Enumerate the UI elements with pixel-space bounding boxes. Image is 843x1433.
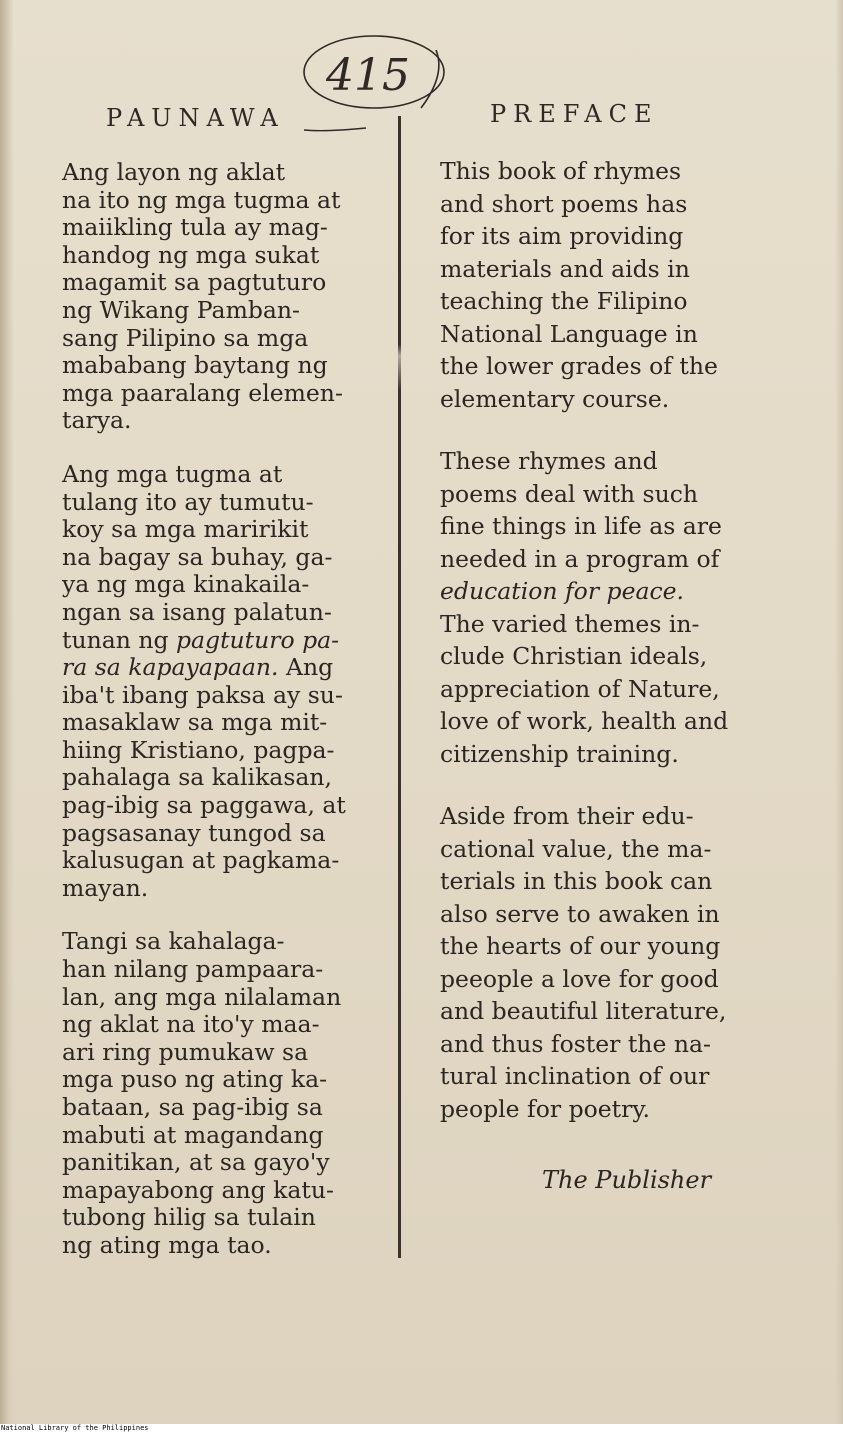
tagalog-column — [62, 104, 380, 1286]
paunawa-paragraph-3: Tangi sa kahalaga- han nilang pampaara- lan, ang mga nilalaman ng aklat na ito'y maa- ari ring pumukaw sa mga puso ng ating ka- bataan, sa pag-ibig sa mabuti at magandang panitikan, at sa gayo'y mapayabong ang katu- tubong hilig sa tulain ng ating mga tao. — [62, 927, 342, 1259]
paunawa-paragraph-2-text-a: Ang mga tugma at tulang ito ay tumutu- koy sa mga maririkit na bagay sa buhay, ga- ya ng mga kinakaila- ngan sa isang palatun- tunan ng — [62, 459, 333, 654]
preface-paragraph-2-text-a: These rhymes and poems deal with such fine things in life as are needed in a program of — [440, 447, 722, 573]
preface-paragraph-2-emphasis: education for peace. — [440, 577, 685, 605]
preface-paragraph-2 — [440, 445, 760, 770]
preface-paragraph-1: This book of rhymes and short poems has for its aim providing materials and aids in teaching the Filipino National Language in the lower grades of the elementary course. — [440, 157, 718, 413]
paunawa-paragraph-1: Ang layon ng aklat na ito ng mga tugma at maiikling tula ay mag- handog ng mga sukat magamit sa pagtuturo ng Wikang Pamban- sang Pilipino sa mga mababang baytang ng mga paaralang elemen- tarya. — [62, 158, 343, 435]
english-column — [440, 100, 760, 1155]
preface-heading: PREFACE — [490, 100, 659, 128]
book-spine-shadow — [0, 0, 14, 1424]
publisher-signature: The Publisher — [542, 1166, 712, 1194]
page-edge-shadow — [835, 0, 843, 1424]
paunawa-paragraph-2 — [62, 461, 380, 903]
preface-paragraph-3: Aside from their edu- cational value, the ma- terials in this book can also serve to awaken in the hearts of our young peeople a love for good and beautiful literature, and thus foster the na- tural inclination of our people for poetry. — [440, 802, 727, 1123]
column-divider-rule — [398, 116, 401, 1258]
paunawa-heading: PAUNAWA — [106, 104, 285, 132]
preface-paragraph-2-text-b: The varied themes in- clude Christian ideals, appreciation of Nature, love of work, health and citizenship training. — [440, 609, 729, 768]
paunawa-paragraph-2-emphasis: pagtuturo pa- ra sa kapayapaan. — [62, 625, 340, 682]
library-credit: National Library of the Philippines — [1, 1424, 149, 1432]
handwritten-flourish-mark — [421, 50, 439, 108]
paunawa-paragraph-2-text-b: Ang iba't ibang paksa ay su- masaklaw sa mga mit- hiing Kristiano, pagpa- pahalaga sa kalikasan, pag-ibig sa paggawa, at pagsasanay tungod sa kalusugan at pagkama- mayan. — [62, 653, 346, 902]
handwritten-number-text: 415 — [326, 50, 410, 101]
